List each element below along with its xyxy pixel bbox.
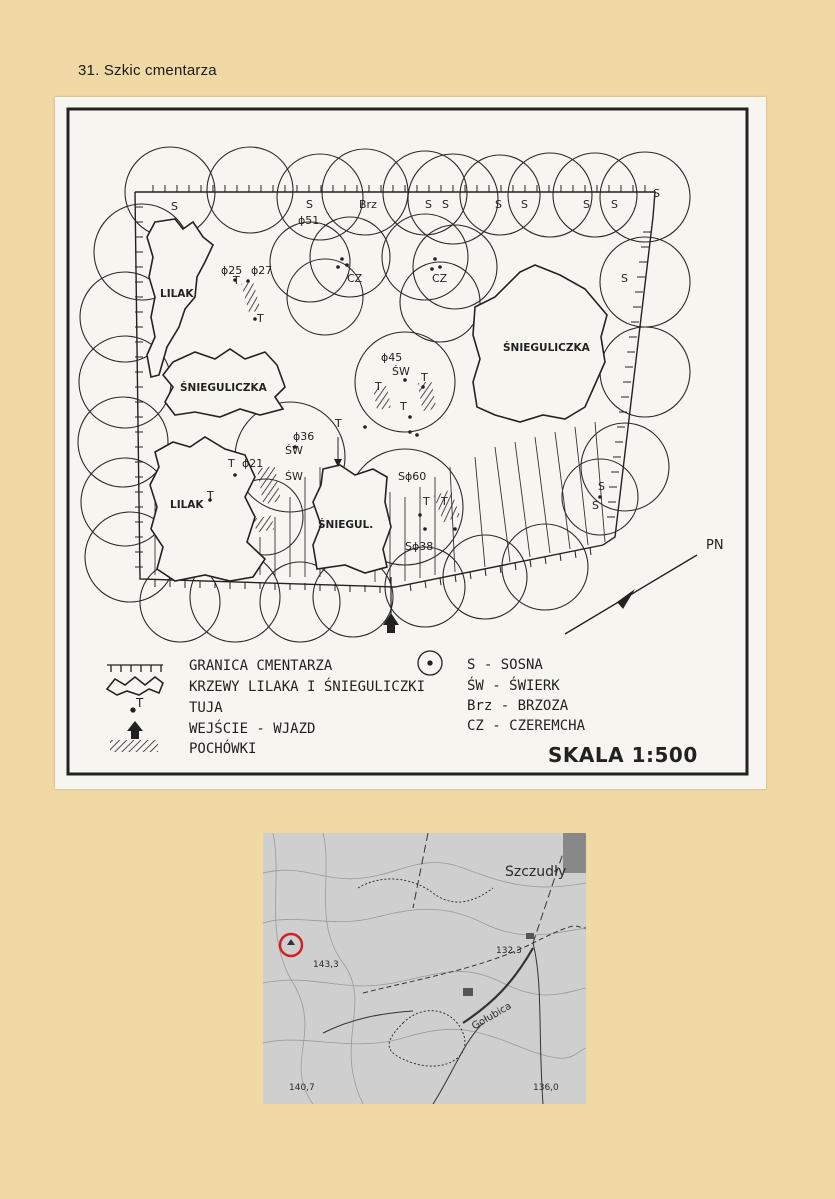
tree-label: ϕ27 bbox=[251, 264, 273, 277]
elevation-label: 140,7 bbox=[289, 1083, 315, 1093]
tree-label: T bbox=[441, 495, 448, 508]
legend-item-shrubs: KRZEWY LILAKA I ŚNIEGULICZKI bbox=[189, 679, 426, 695]
tree-label: T bbox=[257, 312, 264, 325]
scale-label: SKALA 1:500 bbox=[548, 743, 698, 767]
cemetery-sketch-sheet bbox=[55, 97, 766, 789]
tree-label: S bbox=[171, 200, 178, 213]
tree-label: S bbox=[592, 499, 599, 512]
tree-label: Brz bbox=[359, 198, 377, 211]
shrub-label: LILAK bbox=[160, 288, 194, 300]
shrub-label: ŚNIEGULICZKA bbox=[180, 382, 267, 394]
place-name: Szczudły bbox=[505, 864, 567, 880]
tree-label: S bbox=[425, 198, 432, 211]
tree-label: T bbox=[421, 371, 428, 384]
river-name: Gołubica bbox=[470, 1000, 514, 1033]
legend-tree-swierk: ŚW - ŚWIERK bbox=[467, 678, 560, 694]
page-title: 31. Szkic cmentarza bbox=[78, 62, 217, 79]
legend-tree-sosna: S - SOSNA bbox=[467, 657, 543, 673]
tree-label: S bbox=[611, 198, 618, 211]
elevation-label: 143,3 bbox=[313, 960, 339, 970]
tree-label: S bbox=[495, 198, 502, 211]
tree-label: S bbox=[653, 187, 660, 200]
tree-label: ŚW bbox=[285, 444, 303, 457]
tree-label: T bbox=[207, 489, 214, 502]
tree-label: T bbox=[375, 380, 382, 393]
tree-label: T bbox=[400, 400, 407, 413]
tree-label: ŚW bbox=[392, 365, 410, 378]
legend-item-tuja: TUJA bbox=[189, 700, 223, 716]
tree-label: T bbox=[228, 457, 235, 470]
tree-label: ϕ21 bbox=[242, 457, 264, 470]
tree-label: S bbox=[598, 480, 605, 493]
legend-item-burials: POCHÓWKI bbox=[189, 741, 257, 757]
tree-label: ϕ25 bbox=[221, 264, 243, 277]
north-label: PN bbox=[706, 538, 724, 553]
tree-label: S bbox=[306, 198, 313, 211]
tree-label: Sϕ38 bbox=[405, 540, 434, 553]
tree-label: S bbox=[442, 198, 449, 211]
legend-item-boundary: GRANICA CMENTARZA bbox=[189, 658, 333, 674]
tree-label: T bbox=[335, 417, 342, 430]
tree-label: Sϕ60 bbox=[398, 470, 427, 483]
tree-label: ϕ51 bbox=[298, 214, 320, 227]
legend-tree-brzoza: Brz - BRZOZA bbox=[467, 698, 569, 714]
tree-label: S bbox=[621, 272, 628, 285]
legend-tree-czeremcha: CZ - CZEREMCHA bbox=[467, 718, 586, 734]
tree-label: ϕ45 bbox=[381, 351, 403, 364]
legend-item-entrance: WEJŚCIE - WJAZD bbox=[189, 721, 316, 737]
tree-label: ŚW bbox=[285, 470, 303, 483]
elevation-label: 132,3 bbox=[496, 946, 522, 956]
north-arrow-icon bbox=[565, 555, 697, 634]
elevation-label: 136,0 bbox=[533, 1083, 559, 1093]
tree-label: ϕ36 bbox=[293, 430, 315, 443]
sketch-frame bbox=[68, 109, 747, 774]
shrub-label: ŚNIEGUL. bbox=[318, 519, 374, 531]
tree-label: T bbox=[233, 274, 240, 287]
tree-label: T bbox=[423, 495, 430, 508]
tree-label: S bbox=[583, 198, 590, 211]
topographic-map bbox=[263, 833, 586, 1104]
tree-label: CZ bbox=[347, 272, 363, 285]
shrub-label: LILAK bbox=[170, 499, 204, 511]
shrub-label: ŚNIEGULICZKA bbox=[503, 342, 590, 354]
tree-label: S bbox=[521, 198, 528, 211]
legend-tuja-letter: T bbox=[136, 696, 144, 710]
tree-label: CZ bbox=[432, 272, 448, 285]
